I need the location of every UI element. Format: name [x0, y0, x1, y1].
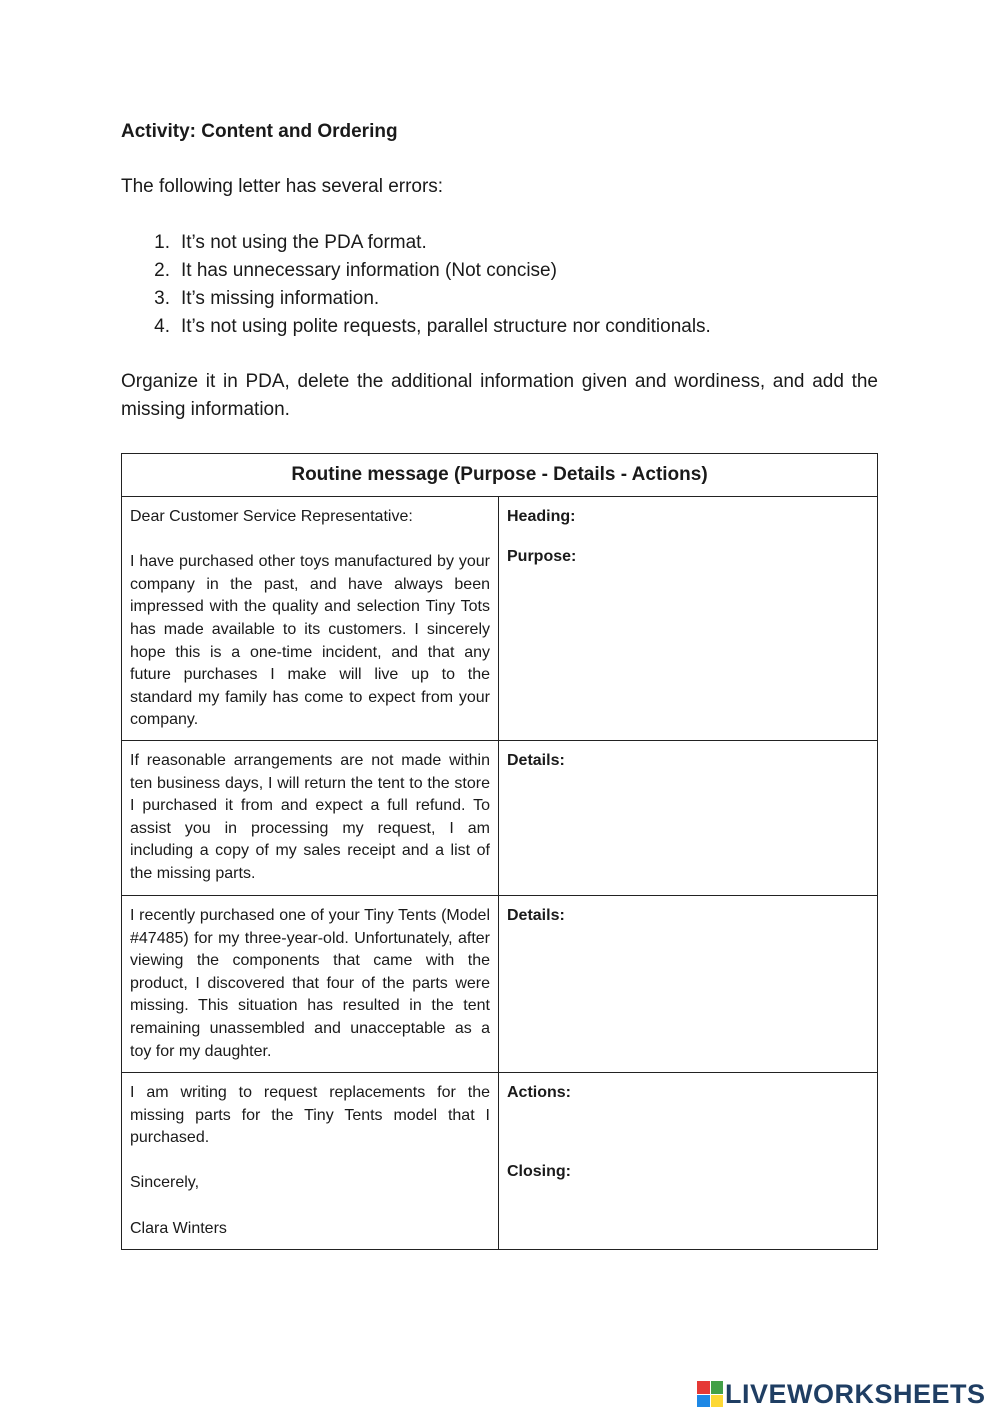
list-item — [121, 286, 881, 314]
letter-salutation: Dear Customer Service Representative: — [130, 508, 413, 525]
letter-cell — [122, 1073, 499, 1250]
actions-label: Actions: — [507, 1084, 571, 1101]
list-text: It’s not using the PDA format. — [181, 232, 427, 253]
table-row — [122, 896, 878, 1073]
letter-cell — [122, 896, 499, 1073]
details-label: Details: — [507, 752, 565, 769]
letter-paragraph: I have purchased other toys manufactured by your company in the past, and have always been impressed with the quality and selection Tiny Tots has made available to its customers. I sincerely hope this is a one-time incident, and that any future purchases I make will live up to the standard my family has come to expect from your company. — [130, 553, 490, 729]
list-number: 1. — [154, 232, 170, 253]
list-number: 2. — [154, 260, 170, 281]
list-text: It has unnecessary information (Not concise) — [181, 260, 557, 281]
heading-label: Heading: — [507, 508, 576, 525]
errors-list — [121, 230, 881, 342]
activity-title: Activity: Content and Ordering — [121, 121, 398, 142]
table-row — [122, 1073, 878, 1250]
letter-cell — [122, 741, 499, 896]
answer-cell[interactable] — [499, 896, 878, 1073]
letter-signature: Clara Winters — [130, 1219, 227, 1237]
answer-cell[interactable] — [499, 1073, 878, 1250]
liveworksheets-icon — [697, 1381, 723, 1407]
intro-text: The following letter has several errors: — [121, 176, 444, 197]
details-label: Details: — [507, 907, 565, 924]
list-number: 3. — [154, 288, 170, 309]
list-text: It’s missing information. — [181, 288, 380, 309]
table-row — [122, 741, 878, 896]
closing-label: Closing: — [507, 1163, 571, 1180]
answer-cell[interactable] — [499, 497, 878, 741]
letter-cell — [122, 497, 499, 741]
letter-closing: Sincerely, — [130, 1174, 200, 1192]
list-text: It’s not using polite requests, parallel structure nor conditionals. — [181, 316, 711, 337]
list-number: 4. — [154, 316, 170, 337]
pda-table — [121, 453, 878, 1250]
purpose-label: Purpose: — [507, 548, 577, 565]
list-item — [121, 230, 881, 258]
table-row — [122, 497, 878, 741]
list-item — [121, 314, 881, 342]
answer-cell[interactable] — [499, 741, 878, 896]
letter-paragraph: I am writing to request replacements for the missing parts for the Tiny Tents model that I purchased. — [130, 1084, 490, 1147]
letter-paragraph: I recently purchased one of your Tiny Tents (Model #47485) for my three-year-old. Unfortunately, after viewing the components that came with the product, I discovered that four of the parts were missing. This situation has resulted in the tent remaining unassembled and unacceptable as a toy for my daughter. — [130, 907, 490, 1060]
list-item — [121, 258, 881, 286]
letter-paragraph: If reasonable arrangements are not made within ten business days, I will return the tent to the store I purchased it from and expect a full refund. To assist you in processing my request, I am including a copy of my sales receipt and a list of the missing parts. — [130, 752, 490, 882]
instructions-text: Organize it in PDA, delete the additional information given and wordiness, and add the missing information. — [121, 371, 878, 420]
table-header: Routine message (Purpose - Details - Actions) — [122, 454, 878, 497]
liveworksheets-logo — [697, 1378, 986, 1410]
watermark-text: LIVEWORKSHEETS — [725, 1378, 986, 1409]
